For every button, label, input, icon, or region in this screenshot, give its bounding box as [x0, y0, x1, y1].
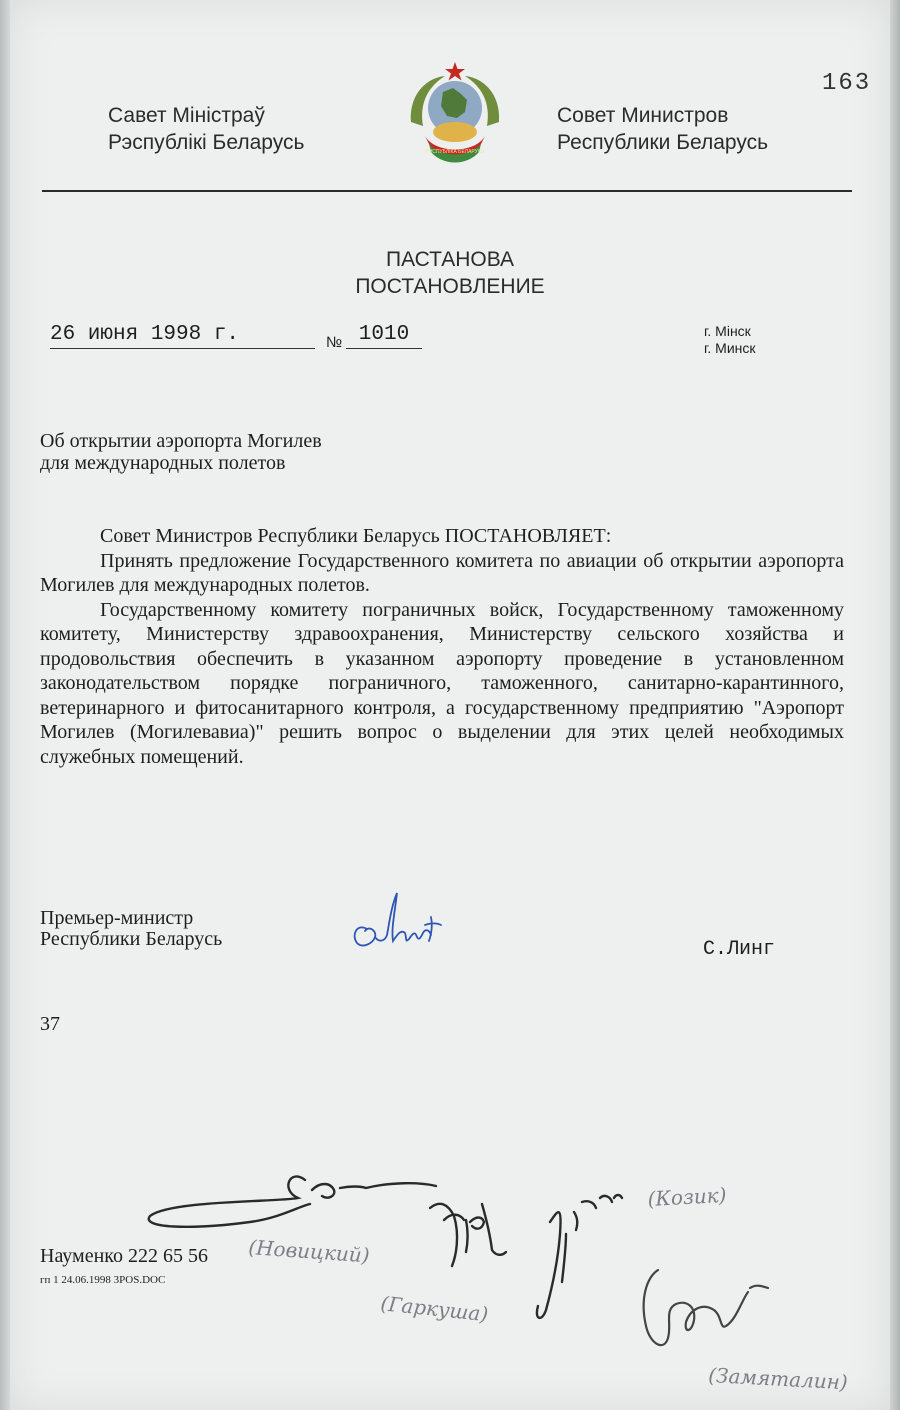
header-left-line1: Савет Міністраў [108, 104, 265, 127]
executor-contact: Науменко 222 65 56 [40, 1245, 208, 1267]
header-right-line1: Совет Министров [557, 104, 729, 127]
page-number: 163 [822, 70, 872, 97]
emblem-ribbon-text: РЭСПУБЛІКА БЕЛАРУСЬ [425, 149, 485, 155]
header-russian [557, 102, 837, 156]
city-belarusian: г. Мінск [704, 323, 751, 339]
document-city [704, 323, 756, 357]
visa-signatures [130, 1160, 890, 1405]
body-paragraph-1: Совет Министров Республики Беларусь ПОСТАНОВЛЯЕТ: [100, 525, 612, 547]
signatory-title-line2: Республики Беларусь [40, 928, 223, 950]
visa-name-kozik: (Козик) [647, 1182, 728, 1211]
signatory-name: С.Линг [703, 938, 776, 961]
city-russian: г. Минск [704, 340, 756, 356]
title-russian: ПОСТАНОВЛЕНИЕ [355, 275, 545, 298]
premier-signature [345, 885, 445, 960]
copies-count: 37 [40, 1013, 60, 1035]
header-left-line2: Рэспублікі Беларусь [108, 131, 305, 154]
signatory-title [40, 908, 222, 950]
visa-name-novitsky: (Новицкий) [247, 1235, 371, 1268]
document-title [250, 246, 650, 300]
document-date: 26 июня 1998 г. [50, 323, 315, 349]
title-belarusian: ПАСТАНОВА [385, 248, 515, 271]
visa-name-garkusha: (Гаркуша) [379, 1291, 490, 1327]
header-belarusian [108, 102, 368, 156]
header-divider [42, 190, 852, 192]
scan-right-edge [890, 0, 900, 1410]
scan-left-edge [0, 0, 10, 1410]
body-paragraph-3: Государственному комитету пограничных войск, Государственному таможенному комитету, Министерству здравоохранения, Министерству сельского хозяйства и продовольствия обеспечить в указанном аэропорту проведение в установленном законодательством порядке пограничного, таможенного, санитарно-карантинного, ветеринарного и фитосанитарного контроля, а государственному предприятию "Аэропорт Могилев (Могилевавиа)" решить вопрос о выделении для этих целей необходимых служебных помещений. [40, 598, 844, 768]
body-paragraph-2: Принять предложение Государственного комитета по авиации об открытии аэропорта Могилев для международных полетов. [40, 549, 844, 596]
subject-line2: для международных полетов [40, 452, 286, 474]
document-number: 1010 [346, 323, 422, 349]
header-right-line2: Республики Беларусь [557, 131, 769, 154]
signatory-title-line1: Премьер-министр [40, 907, 194, 929]
subject-line1: Об открытии аэропорта Могилев [40, 430, 322, 452]
document-body [40, 524, 844, 769]
document-subject [40, 430, 460, 474]
visa-name-zamyatalin: (Замяталин) [707, 1363, 849, 1395]
state-emblem-icon [395, 60, 515, 170]
file-reference: гп 1 24.06.1998 3POS.DOC [40, 1274, 166, 1286]
number-sign: № [326, 334, 343, 351]
